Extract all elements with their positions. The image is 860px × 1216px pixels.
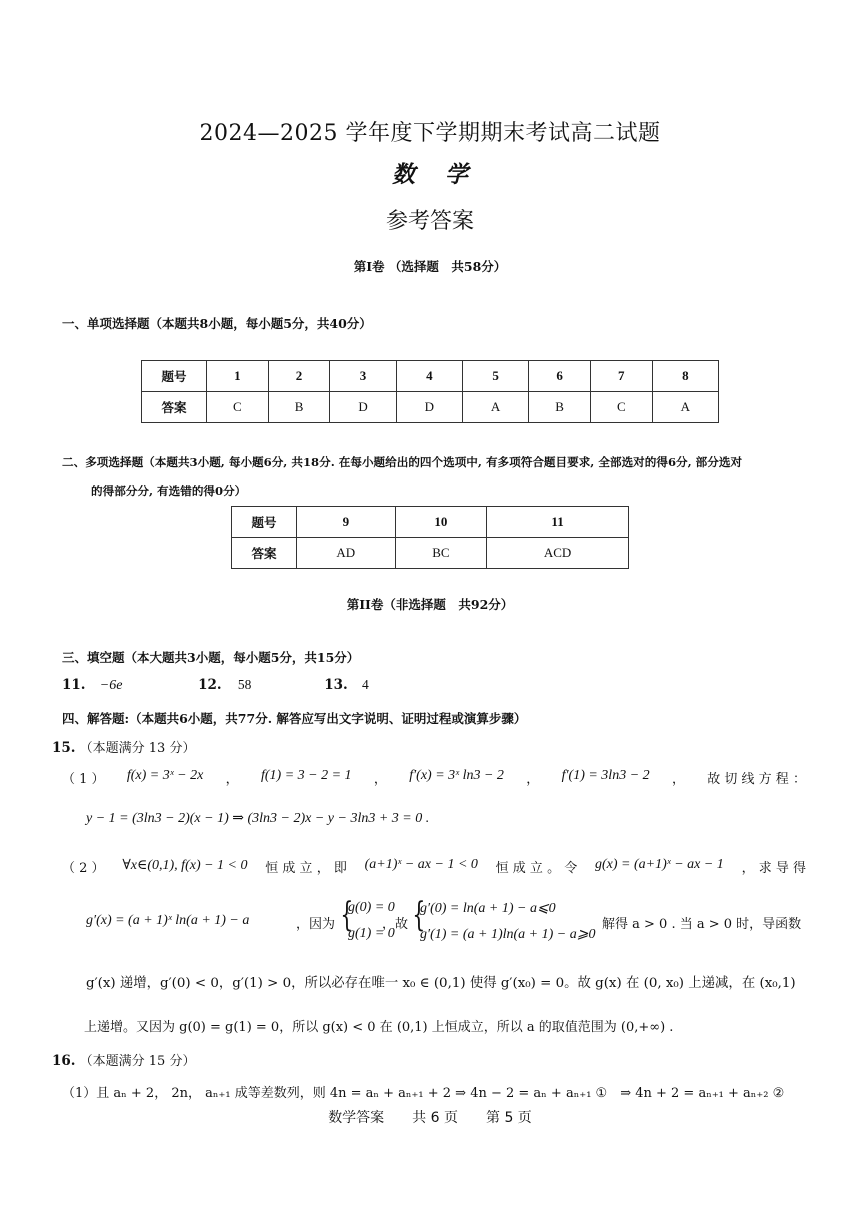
table-cell: 8 <box>652 361 718 392</box>
table-cell: 5 <box>462 361 528 392</box>
section-4-heading: 四、解答题:（本题共6小题，共77分. 解答应写出文字说明、证明过程或演算步骤） <box>62 711 527 726</box>
table-cell: 3 <box>330 361 396 392</box>
table-row-numbers <box>232 507 629 538</box>
formula: ∀x∈(0,1), f(x) − 1 < 0 <box>122 858 248 873</box>
table-cell: D <box>396 392 462 423</box>
table-row-answers <box>232 538 629 569</box>
table-cell: C <box>207 392 269 423</box>
text: ，因为 <box>296 917 336 932</box>
question-score: （本题满分 15 分） <box>79 1054 196 1069</box>
formula: g(1) = 0 <box>348 926 395 941</box>
table-cell: 10 <box>395 507 486 538</box>
table-cell: A <box>652 392 718 423</box>
formula: g(0) = 0 <box>348 900 395 915</box>
formula: g′(x) = (a + 1)ˣ ln(a + 1) − a <box>86 913 250 928</box>
table-cell: AD <box>297 538 396 569</box>
formula: f′(x) = 3ˣ ln3 − 2 <box>409 768 504 783</box>
question-number: 16. <box>52 1053 76 1069</box>
question-number: 11. <box>62 677 86 693</box>
q16-part1-line1: （1）且 aₙ + 2， 2n， aₙ₊₁ 成等差数列，则 4n = aₙ + aₙ₊₁ + 2 ⇒ 4n − 2 = aₙ + aₙ₊₁ ① ⇒ 4n + 2 = aₙ₊₁ + aₙ₊₂ ② <box>62 1086 785 1101</box>
table-row-numbers <box>142 361 719 392</box>
q15-part2-line4: 上递增。又因为 g(0) = g(1) = 0，所以 g(x) < 0 在 (0,1) 上恒成立，所以 a 的取值范围为 (0,+∞) . <box>84 1020 674 1035</box>
page-footer: 数学答案 共 6 页 第 5 页 <box>328 1110 532 1126</box>
q15-part1-line1: （ 1 ） f(x) = 3ˣ − 2x ， f(1) = 3 − 2 = 1 ， f′(x) = 3ˣ ln3 − 2 ， f′(1) = 3ln3 − 2 ， 故 切 线 方 程 ： <box>62 768 806 787</box>
formula: (a+1)ˣ − ax − 1 < 0 <box>364 857 478 872</box>
formula: f(x) = 3ˣ − 2x <box>126 768 204 783</box>
text: ，故 <box>382 917 409 932</box>
formula: f(1) = 3 − 2 = 1 <box>261 768 352 783</box>
question-number: 13. <box>324 677 348 693</box>
q15-part2-line1 <box>62 857 806 876</box>
formula: g′(1) = (a + 1)ln(a + 1) − a⩾0 <box>420 927 596 942</box>
table-cell: B <box>529 392 591 423</box>
table-cell: 9 <box>297 507 396 538</box>
formula: f′(1) = 3ln3 − 2 <box>561 768 650 783</box>
fill-answer: 4 <box>361 677 369 692</box>
question-16-header <box>52 1050 195 1069</box>
formula: g′(0) = ln(a + 1) − a⩽0 <box>420 901 556 916</box>
table-cell: 4 <box>396 361 462 392</box>
q15-part2-line3: g′(x) 递增，g′(0) < 0，g′(1) > 0，所以必存在唯一 x₀ ∈ (0,1) 使得 g′(x₀) = 0。故 g(x) 在 (0, x₀) 上递减，在 (x₀,1) <box>86 976 796 991</box>
left-brace: { <box>412 895 426 935</box>
answer-key-title: 参考答案 <box>385 209 474 234</box>
table-header-cell: 答案 <box>142 392 207 423</box>
table-header-cell: 答案 <box>232 538 297 569</box>
table-cell: 2 <box>268 361 330 392</box>
table-cell: ACD <box>487 538 629 569</box>
table-cell: D <box>330 392 396 423</box>
fill-answer: 58 <box>237 677 252 692</box>
formula: g(x) = (a+1)ˣ − ax − 1 <box>594 857 724 872</box>
table-cell: 6 <box>529 361 591 392</box>
section-2-answer-table <box>231 506 629 569</box>
table-cell: 1 <box>207 361 269 392</box>
section-1-heading: 一、单项选择题（本题共8小题，每小题5分，共40分） <box>62 316 372 331</box>
table-row-answers <box>142 392 719 423</box>
fill-answer: −6e <box>99 678 123 693</box>
fill-in-answers <box>62 677 369 694</box>
table-cell: 7 <box>590 361 652 392</box>
question-number: 12. <box>198 677 222 693</box>
subject-title: 数学 <box>392 161 498 188</box>
table-header-cell: 题号 <box>142 361 207 392</box>
section-3-heading: 三、填空题（本大题共3小题，每小题5分，共15分） <box>62 650 360 665</box>
section-2-heading-cont: 的得部分分, 有选错的得0分） <box>91 484 247 498</box>
text: 解得 a > 0 . 当 a > 0 时，导函数 <box>602 917 802 932</box>
table-cell: B <box>268 392 330 423</box>
section-1-answer-table <box>141 360 719 423</box>
question-15-header <box>52 737 195 756</box>
text: 恒 成 立 。 令 <box>495 861 578 876</box>
volume-1-heading: 第I卷 （选择题 共58分） <box>353 259 507 274</box>
exam-title: 2024—2025 学年度下学期期末考试高二试题 <box>199 121 661 146</box>
table-header-cell: 题号 <box>232 507 297 538</box>
part-label: （ 1 ） <box>62 772 105 787</box>
volume-2-heading: 第II卷（非选择题 共92分） <box>346 597 514 612</box>
text: ， 求 导 得 <box>741 861 806 876</box>
section-2-heading: 二、多项选择题（本题共3小题, 每小题6分, 共18分. 在每小题给出的四个选项中, 有多项符合题目要求, 全部选对的得6分, 部分选对 <box>62 455 743 469</box>
part-label: （ 2 ） <box>62 861 105 876</box>
table-cell: BC <box>395 538 486 569</box>
left-brace: { <box>340 895 354 935</box>
q15-tangent-equation: y − 1 = (3ln3 − 2)(x − 1) ⇒ (3ln3 − 2)x − y − 3ln3 + 3 = 0 . <box>86 811 430 826</box>
question-number: 15. <box>52 740 76 756</box>
table-cell: A <box>462 392 528 423</box>
table-cell: 11 <box>487 507 629 538</box>
text: 恒 成 立 ， 即 <box>265 861 347 876</box>
text: 故 切 线 方 程 ： <box>707 772 806 787</box>
question-score: （本题满分 13 分） <box>79 741 196 756</box>
table-cell: C <box>590 392 652 423</box>
